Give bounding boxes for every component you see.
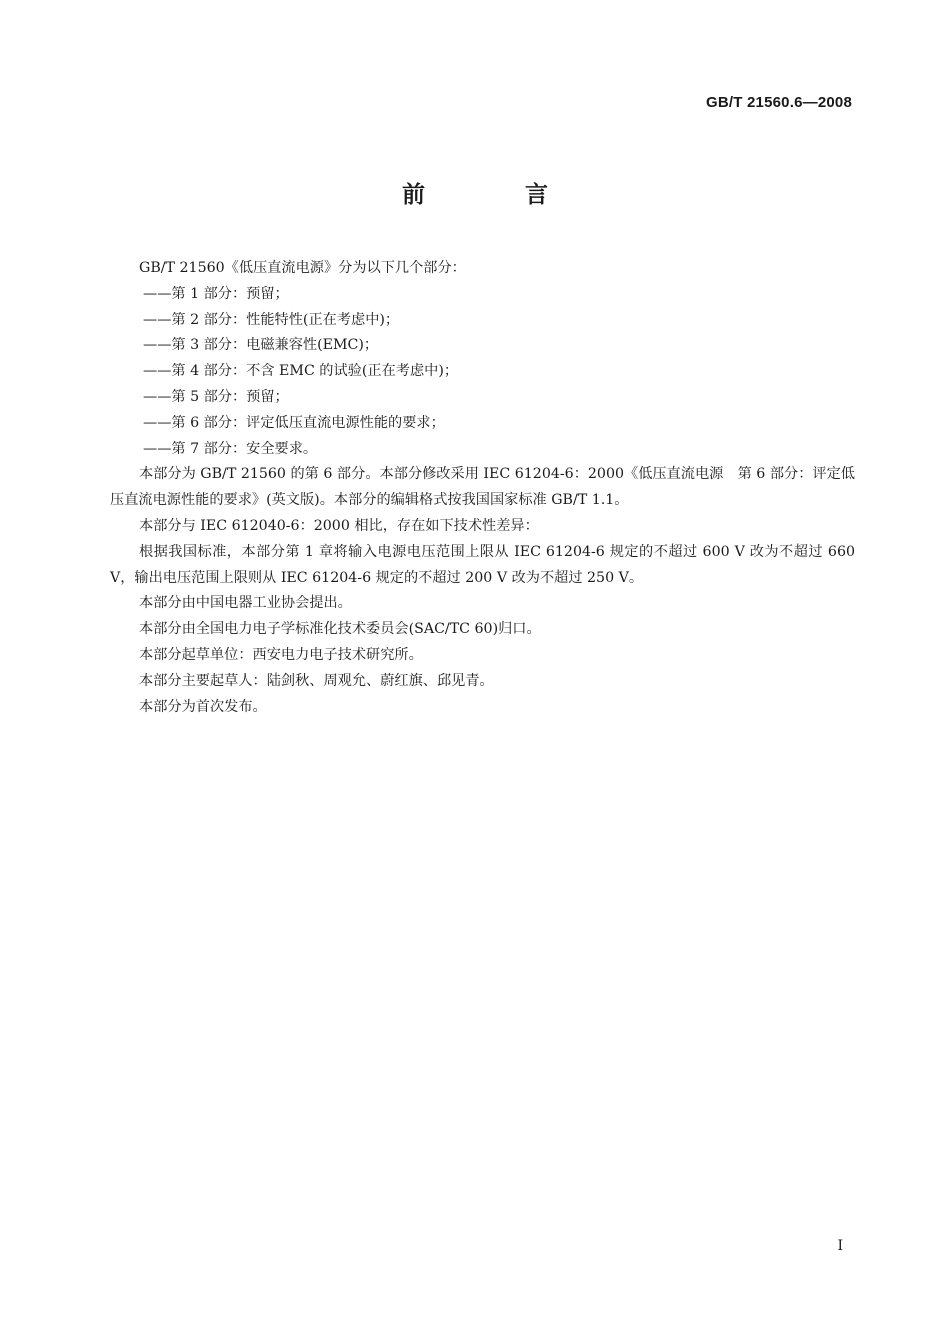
differences-paragraph: 根据我国标准，本部分第 1 章将输入电源电压范围上限从 IEC 61204-6 规定的不超过 600 V 改为不超过 660 V，输出电压范围上限则从 IEC 61204-6 规定的不超过 200 V 改为不超过 250 V。	[110, 543, 855, 586]
foreword-body	[110, 256, 855, 720]
drafting-unit-paragraph: 本部分起草单位：西安电力电子技术研究所。	[139, 646, 423, 663]
part-list-item: ——第 5 部分：预留；	[143, 388, 289, 405]
part-list-item: ——第 4 部分：不含 EMC 的试验(正在考虑中)；	[143, 363, 459, 380]
page-number: I	[837, 1238, 843, 1254]
committee-paragraph: 本部分由全国电力电子学标准化技术委员会(SAC/TC 60)归口。	[139, 621, 541, 638]
part-list-item: ——第 6 部分：评定低压直流电源性能的要求；	[143, 414, 445, 431]
part-list-item: ——第 2 部分：性能特性(正在考虑中)；	[143, 311, 400, 328]
standard-code: GB/T 21560.6—2008	[706, 94, 852, 111]
part-list-item: ——第 3 部分：电磁兼容性(EMC)；	[143, 337, 379, 354]
intro-paragraph: GB/T 21560《低压直流电源》分为以下几个部分：	[139, 260, 466, 276]
drafters-paragraph: 本部分主要起草人：陆剑秋、周观允、蔚红旗、邱见青。	[139, 672, 494, 689]
part-list-item: ——第 7 部分：安全要求。	[143, 440, 318, 457]
release-paragraph: 本部分为首次发布。	[139, 698, 267, 715]
scope-paragraph: 本部分为 GB/T 21560 的第 6 部分。本部分修改采用 IEC 61204-6：2000《低压直流电源 第 6 部分：评定低压直流电源性能的要求》(英文版)。本部分的编辑格式按我国国家标准 GB/T 1.1。	[110, 466, 855, 509]
proposer-paragraph: 本部分由中国电器工业协会提出。	[139, 595, 352, 612]
page-title: 前 言	[401, 182, 594, 208]
part-list-item: ——第 1 部分：预留；	[143, 285, 289, 302]
differences-intro-paragraph: 本部分与 IEC 612040-6：2000 相比，存在如下技术性差异：	[139, 517, 539, 534]
